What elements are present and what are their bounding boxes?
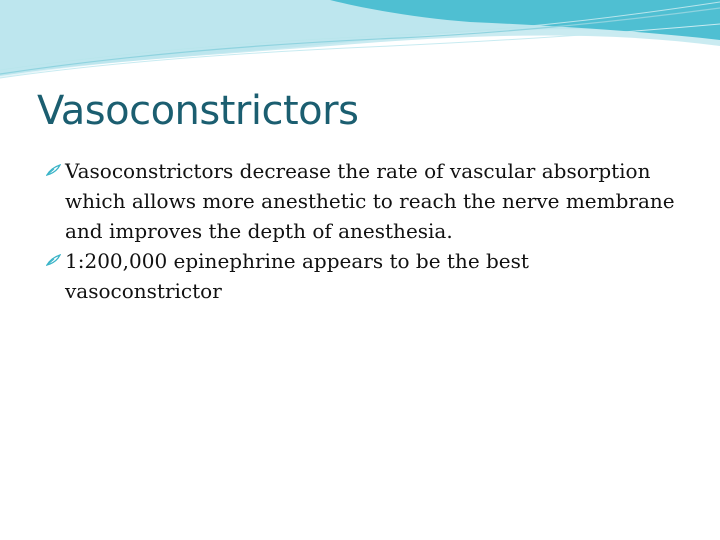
bullet-text: 1:200,000 epinephrine appears to be the best vasoconstrictor	[65, 249, 529, 303]
leaf-bullet-icon	[46, 254, 61, 267]
leaf-bullet-icon	[46, 164, 61, 177]
bullet-text: Vasoconstrictors decrease the rate of vascular absorption which allows more anesthetic to reach the nerve membrane and improves the depth of anesthesia.	[65, 159, 675, 243]
slide-title: Vasoconstrictors	[37, 88, 359, 134]
header-wave-decoration	[0, 0, 720, 90]
bullet-list	[46, 156, 686, 306]
bullet-item-2	[46, 246, 686, 306]
bullet-item-1	[46, 156, 686, 246]
